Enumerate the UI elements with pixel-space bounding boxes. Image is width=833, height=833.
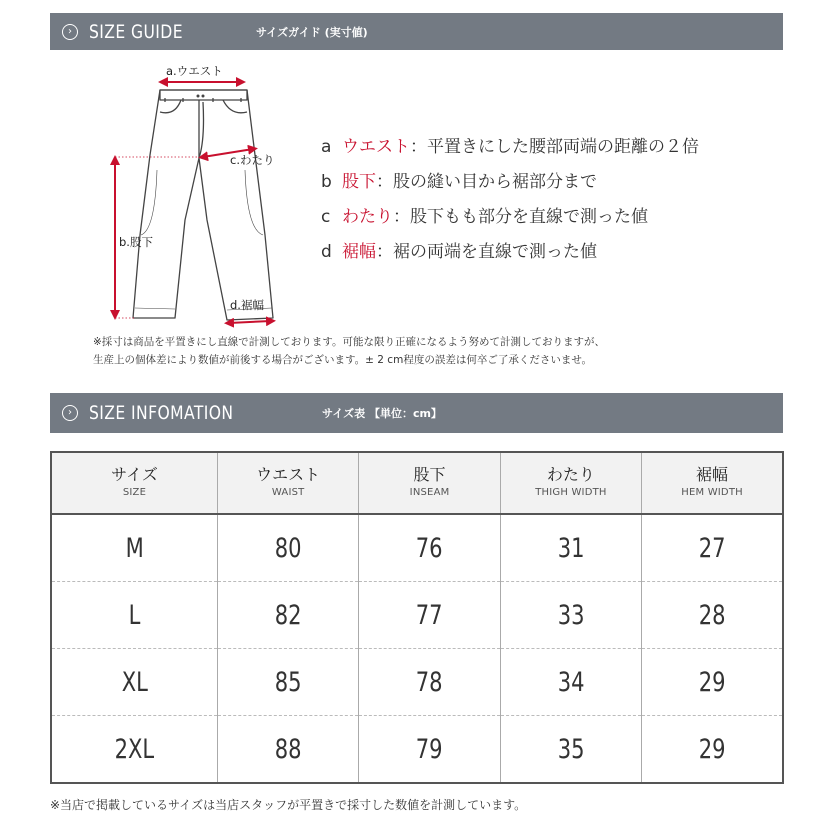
size-guide-header: [50, 13, 783, 50]
label-inseam: b.股下: [119, 235, 153, 249]
cell-size: M: [51, 514, 218, 582]
cell-thigh: 34: [500, 649, 641, 716]
table-row: [51, 582, 783, 649]
size-info-title: SIZE INFOMATION: [89, 402, 234, 424]
chevron-right-icon: ›: [62, 24, 78, 40]
cell-waist: 88: [218, 716, 359, 784]
table-row: [51, 514, 783, 582]
size-info-subtitle: サイズ表 【単位：cm】: [322, 407, 442, 420]
header-inseam: 股下 INSEAM: [359, 452, 500, 514]
cell-thigh: 31: [500, 514, 641, 582]
header-size: サイズ SIZE: [51, 452, 218, 514]
size-info-header: [50, 393, 783, 433]
definition-hem: d 裾幅：裾の両端を直線で測った値: [321, 242, 597, 262]
cell-size: XL: [51, 649, 218, 716]
measurement-note: ※採寸は商品を平置きにし直線で計測しております。可能な限り正確になるよう努めて計測しておりますが、 生産上の個体差により数値が前後する場合がございます。± 2 cm程度の誤差は何卒ご了承くださいませ。: [93, 336, 605, 366]
header-waist: ウエスト WAIST: [218, 452, 359, 514]
cell-waist: 80: [218, 514, 359, 582]
measurement-definitions: [321, 134, 699, 274]
cell-thigh: 33: [500, 582, 641, 649]
label-thigh: c.わたり: [230, 153, 275, 167]
chevron-right-icon: ›: [62, 405, 78, 421]
size-guide-title: SIZE GUIDE: [89, 20, 183, 43]
pants-diagram: [95, 60, 295, 330]
cell-size: 2XL: [51, 716, 218, 784]
cell-waist: 82: [218, 582, 359, 649]
table-header-row: [51, 452, 783, 514]
definition-thigh: c わたり：股下もも部分を直線で測った値: [321, 207, 648, 227]
cell-hem: 27: [642, 514, 783, 582]
cell-size: L: [51, 582, 218, 649]
cell-inseam: 77: [359, 582, 500, 649]
cell-hem: 29: [642, 649, 783, 716]
cell-hem: 29: [698, 733, 726, 765]
cell-inseam: 76: [359, 514, 500, 582]
definition-inseam: b 股下：股の縫い目から裾部分まで: [321, 172, 597, 192]
definition-waist: a ウエスト：平置きにした腰部両端の距離の２倍: [321, 137, 699, 157]
cell-waist: 85: [218, 649, 359, 716]
cell-inseam: 79: [359, 716, 500, 784]
cell-thigh: 35: [500, 716, 641, 784]
header-thigh: わたり THIGH WIDTH: [500, 452, 641, 514]
cell-hem: 28: [642, 582, 783, 649]
table-row: [51, 649, 783, 716]
footer-note: ※当店で掲載しているサイズは当店スタッフが平置きで採寸した数値を計測しています。: [50, 798, 527, 812]
table-row: [51, 716, 783, 784]
size-guide-subtitle: サイズガイド (実寸値): [256, 25, 368, 39]
size-table: [50, 451, 784, 784]
cell-inseam: 78: [359, 649, 500, 716]
header-hem: 裾幅 HEM WIDTH: [642, 452, 783, 514]
label-waist: a.ウエスト: [166, 64, 223, 78]
label-hem: d.裾幅: [230, 298, 264, 312]
